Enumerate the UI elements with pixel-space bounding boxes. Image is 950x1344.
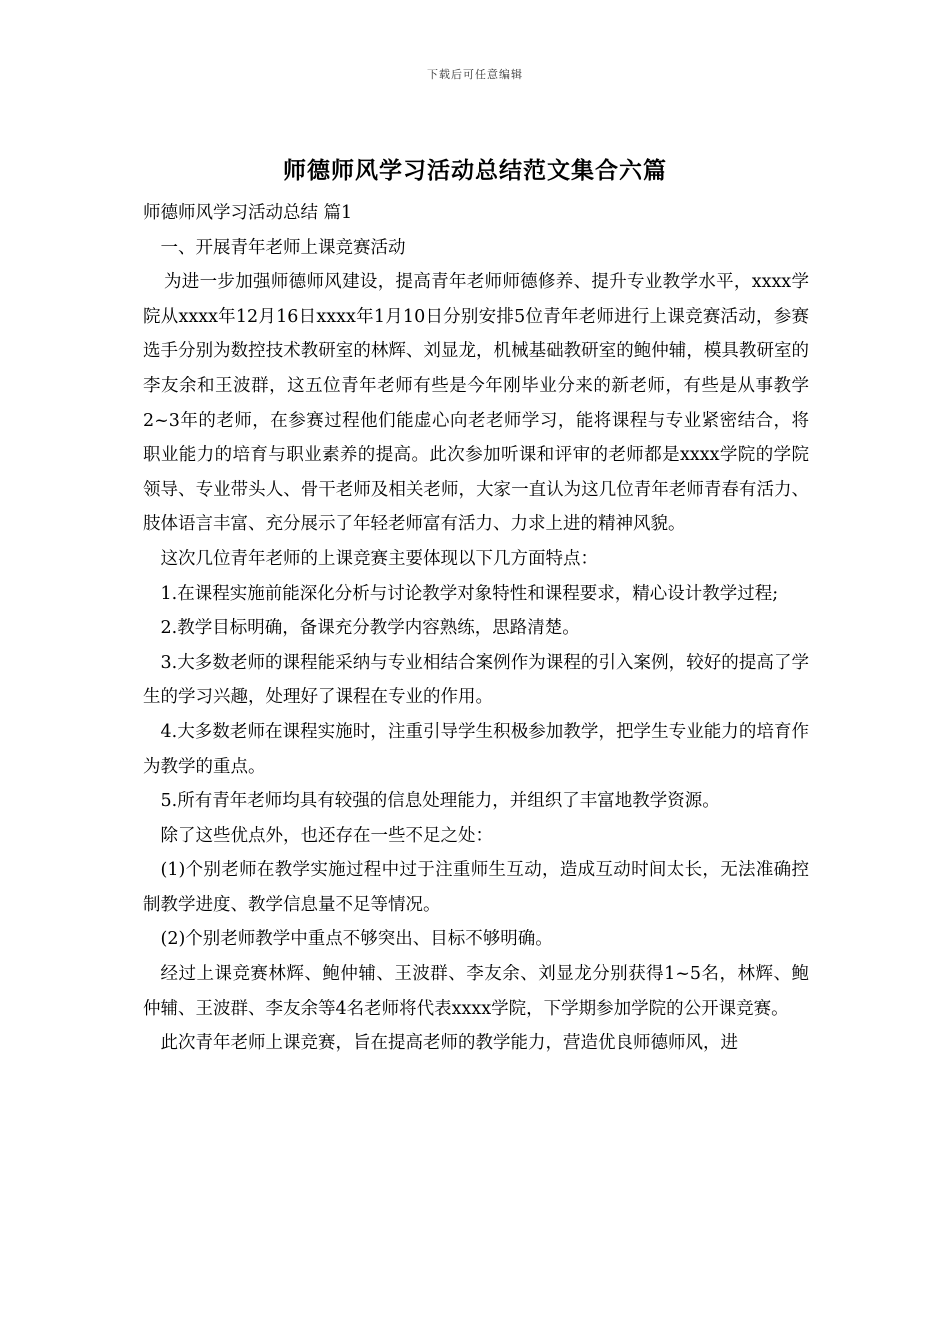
paragraph: 为进一步加强师德师风建设，提高青年老师师德修养、提升专业教学水平，xxxx学院从xxxx年12月16日xxxx年1月10日分别安排5位青年老师进行上课竞赛活动，参赛选手分别为数控技术教研室的林辉、刘显龙，机械基础教研室的鲍仲辅，模具教研室的李友余和王波群，这五位青年老师有些是今年刚毕业分来的新老师，有些是从事教学2~3年的老师，在参赛过程他们能虚心向老老师学习，能将课程与专业紧密结合，将职业能力的培育与职业素养的提高。此次参加听课和评审的老师都是xxxx学院的学院领导、专业带头人、骨干老师及相关老师，大家一直认为这几位青年老师青春有活力、肢体语言丰富、充分展示了年轻老师富有活力、力求上进的精神风貌。	[143, 272, 809, 535]
paragraph: 经过上课竞赛林辉、鲍仲辅、王波群、李友余、刘显龙分别获得1~5名，林辉、鲍仲辅、王波群、李友余等4名老师将代表xxxx学院，下学期参加学院的公开课竞赛。	[143, 964, 809, 1019]
paragraph: 此次青年老师上课竞赛，旨在提高老师的教学能力，营造优良师德师风，进	[160, 1033, 738, 1054]
list-item: 5.所有青年老师均具有较强的信息处理能力，并组织了丰富地教学资源。	[160, 791, 720, 812]
paragraph: 除了这些优点外，也还存在一些不足之处：	[160, 825, 493, 846]
list-item: 1.在课程实施前能深化分析与讨论教学对象特性和课程要求，精心设计教学过程;	[160, 583, 779, 604]
list-item: 4.大多数老师在课程实施时，注重引导学生积极参加教学，把学生专业能力的培育作为教学的重点。	[143, 721, 809, 777]
header-note: 下载后可任意编辑	[427, 68, 523, 81]
list-item: (2)个别老师教学中重点不够突出、目标不够明确。	[160, 929, 553, 950]
document-title: 师德师风学习活动总结范文集合六篇	[283, 157, 667, 184]
section-heading: 师德师风学习活动总结 篇1	[143, 203, 353, 223]
list-item: 2.教学目标明确，备课充分教学内容熟练，思路清楚。	[160, 618, 580, 639]
paragraph: 这次几位青年老师的上课竞赛主要体现以下几方面特点：	[160, 548, 598, 569]
list-item: (1)个别老师在教学实施过程中过于注重师生互动，造成互动时间太长，无法准确控制教学进度、教学信息量不足等情况。	[143, 860, 809, 915]
subsection-heading: 一、开展青年老师上课竞赛活动	[160, 237, 406, 258]
document-body	[143, 196, 809, 1061]
list-item: 3.大多数老师的课程能采纳与专业相结合案例作为课程的引入案例，较好的提高了学生的学习兴趣，处理好了课程在专业的作用。	[143, 652, 809, 708]
